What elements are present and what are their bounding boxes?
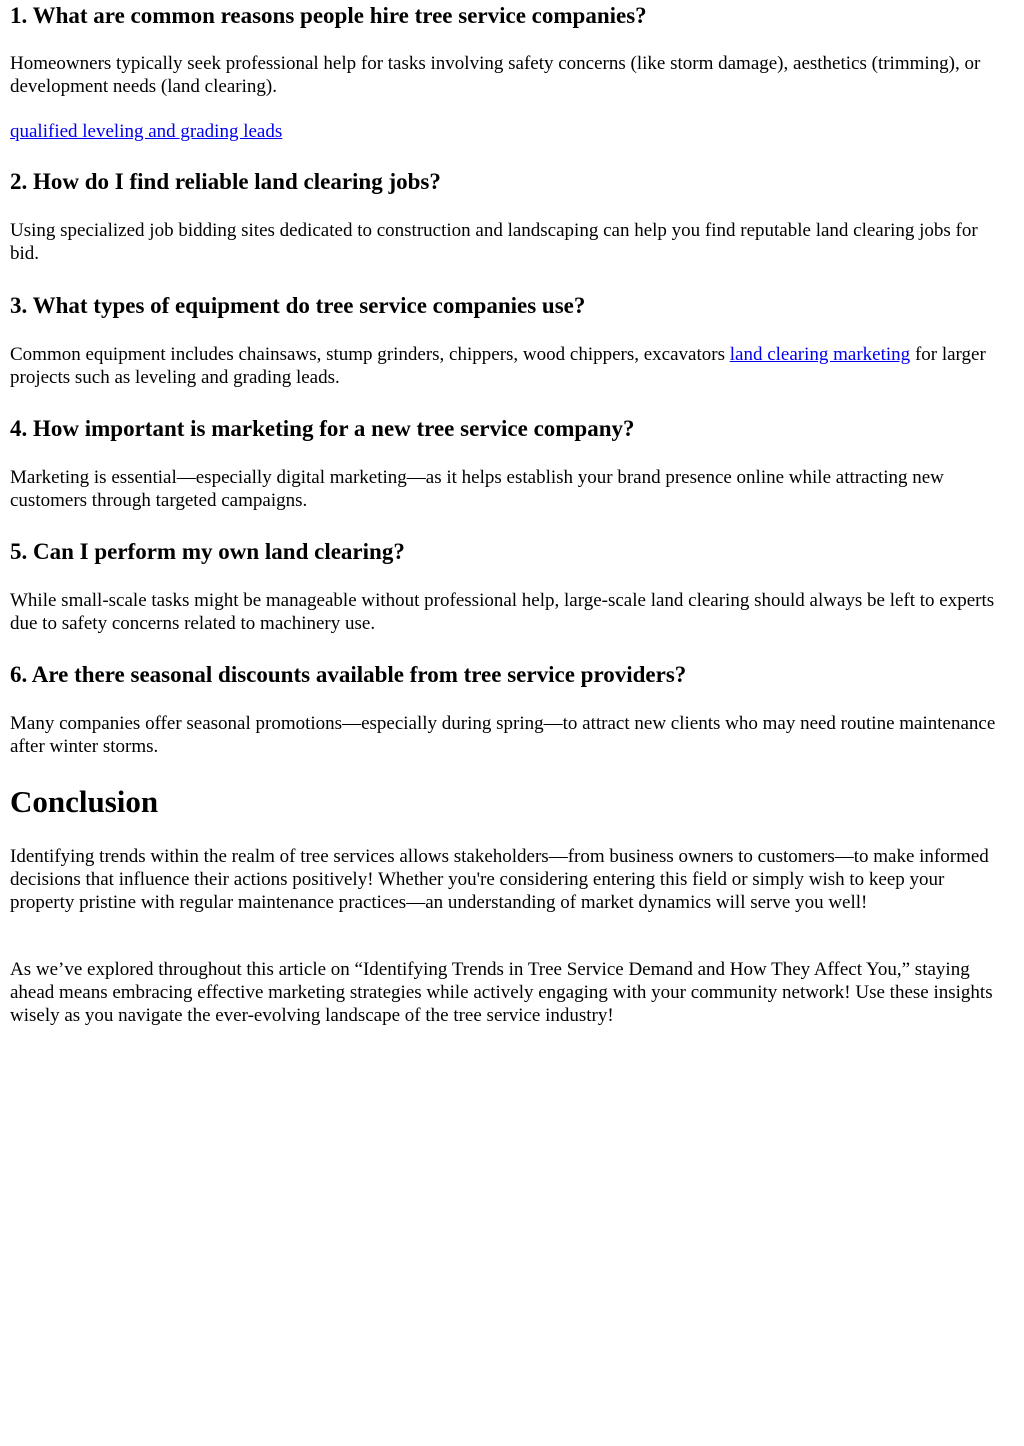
faq-link-paragraph-1 [10, 120, 282, 143]
faq-question-5: 5. Can I perform my own land clearing? [10, 539, 405, 564]
faq-answer-5: While small-scale tasks might be manageable without professional help, large-scale land clearing should always be left to experts due to safety concerns related to machinery use. [10, 590, 995, 634]
faq-answer-1: Homeowners typically seek professional help for tasks involving safety concerns (like storm damage), aesthetics (trimming), or development needs (land clearing). [10, 53, 981, 97]
faq-answer-3-text-before: Common equipment includes chainsaws, stump grinders, chippers, wood chippers, excavators [10, 344, 730, 365]
faq-question-2: 2. How do I find reliable land clearing jobs? [10, 169, 441, 194]
faq-answer-2: Using specialized job bidding sites dedicated to construction and landscaping can help you find reputable land clearing jobs for bid. [10, 220, 978, 264]
faq-question-6: 6. Are there seasonal discounts available from tree service providers? [10, 662, 687, 687]
faq-question-1: 1. What are common reasons people hire tree service companies? [10, 3, 647, 28]
conclusion-paragraph-2: As we’ve explored throughout this article on “Identifying Trends in Tree Service Demand and How They Affect You,” staying ahead means embracing effective marketing strategies while actively engaging with your community network! Use these insights wisely as you navigate the ever-evolving landscape of the tree service industry! [10, 959, 993, 1026]
qualified-leveling-grading-leads-link[interactable]: qualified leveling and grading leads [10, 121, 283, 142]
conclusion-paragraph-1: Identifying trends within the realm of tree services allows stakeholders—from business owners to customers—to make informed decisions that influence their actions positively! Whether you're considering entering this field or simply wish to keep your property pristine with regular maintenance practices—an understanding of market dynamics will serve you well! [10, 846, 989, 913]
faq-question-3: 3. What types of equipment do tree service companies use? [10, 293, 586, 318]
faq-answer-3-text-after: for larger projects such as leveling and grading leads. [10, 344, 986, 388]
land-clearing-marketing-link[interactable]: land clearing marketing [729, 344, 911, 365]
faq-answer-6: Many companies offer seasonal promotions—especially during spring—to attract new clients who may need routine maintenance after winter storms. [10, 713, 996, 757]
faq-question-4: 4. How important is marketing for a new tree service company? [10, 416, 635, 441]
faq-answer-4: Marketing is essential—especially digital marketing—as it helps establish your brand presence online while attracting new customers through targeted campaigns. [10, 467, 944, 511]
conclusion-heading: Conclusion [10, 784, 159, 819]
faq-answer-3 [10, 343, 1006, 389]
